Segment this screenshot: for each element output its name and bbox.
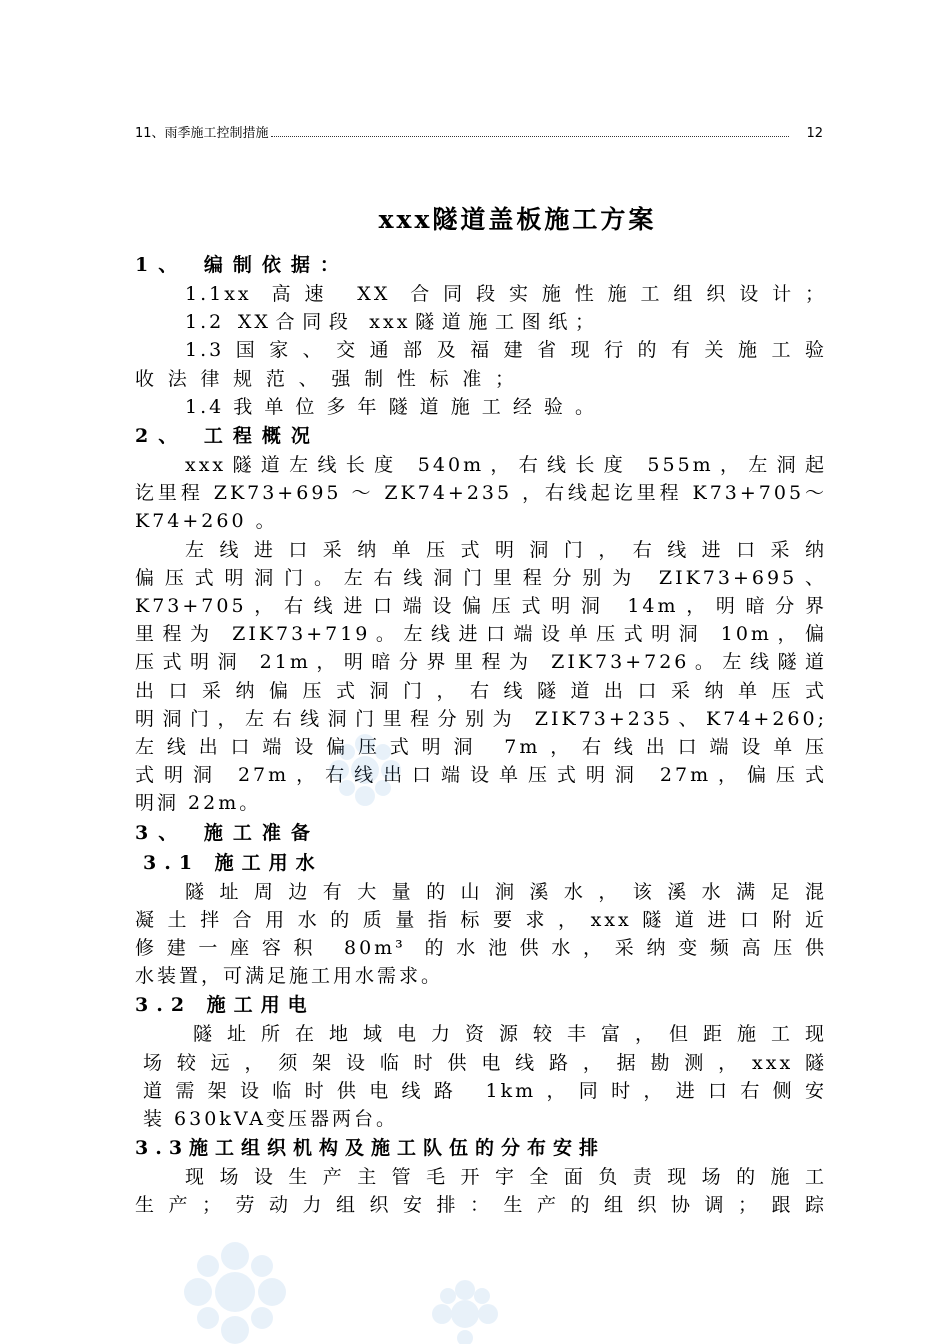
watermark-ornament-icon [180, 1240, 290, 1344]
toc-entry[interactable] [135, 122, 823, 141]
toc-label: 11、雨季施工控制措施 [135, 126, 269, 141]
section-3-2-heading: 3.2 施工用电 [135, 994, 315, 1017]
watermark-ornament-icon [430, 1280, 500, 1344]
section-1-heading: 1、 编制依据： [135, 254, 349, 276]
document-body [135, 250, 827, 1220]
s31-paragraph: 隧址周边有大量的山涧溪水，该溪水满足混 凝土拌合用水的质量指标要求，xxx隧道进口附近 修建一座容积 80m³ 的水池供水，采纳变频高压供 水装置，可满足施工用水需求。 [135, 880, 827, 988]
section-3-3-heading: 3.3施工组织机构及施工队伍的分布安排 [135, 1137, 606, 1160]
section-3-heading: 3、 施工准备 [135, 821, 320, 844]
watermark-ornament-icon [325, 730, 405, 810]
s1-item-4: 1.4我单位多年隧道施工经验。 [185, 395, 597, 418]
s2-paragraph-1: xxx隧道左线长度 540m，右线长度 555m，左洞起 讫里程 ZK73+695 ～ ZK74+235 ，右线起讫里程 K73+705～ K74+260 。 [135, 454, 827, 533]
toc-leader-dots [271, 135, 789, 137]
s33-paragraph: 现场设生产主管毛开宇全面负责现场的施工 生产；劳动力组织安排：生产的组织协调；跟踪 [135, 1166, 827, 1217]
s1-item-3: 1.3国家、交通部及福建省现行的有关施工验 收法律规范、强制性标准； [135, 339, 827, 390]
s2-paragraph-2: 左线进口采纳单压式明洞门，右线进口采纳 偏压式明洞门。左右线洞门里程分别为 ZIK73+695、 K73+705，右线进口端设偏压式明洞 14m，明暗分界 里程为 ZIK73+719。左线进口端设单压式明洞 10m，偏 压式明洞 21m，明暗分界里程为 ZIK73+726。左线隧道 出口采纳偏压式洞门，右线隧道出口采纳单压式 明洞门，左右线洞门里程分别为 ZIK73+235、K74+260; 左线出口端设偏压式明洞 7m，右线出口端设单压 式明洞 27m，右线出口端设单压式明洞 27m，偏压式 明洞 22m。 [135, 538, 827, 815]
section-2-heading: 2、 工程概况 [135, 425, 320, 448]
s1-item-2: 1.2 XX合同段 xxx隧道施工图纸； [185, 311, 597, 334]
toc-page-number: 12 [806, 126, 823, 141]
document-title: xxx隧道盖板施工方案 [378, 205, 657, 234]
section-3-1-heading: 3.1 施工用水 [143, 851, 323, 874]
s1-item-1: 1.1xx 高速 XX 合同段实施性施工组织设计； [185, 283, 827, 305]
s32-paragraph: 隧址所在地域电力资源较丰富，但距施工现 场较远，须架设临时供电线路，据勘测，xxx隧 道需架设临时供电线路 1km，同时，进口右侧安 装 630kVA变压器两台。 [143, 1023, 827, 1131]
